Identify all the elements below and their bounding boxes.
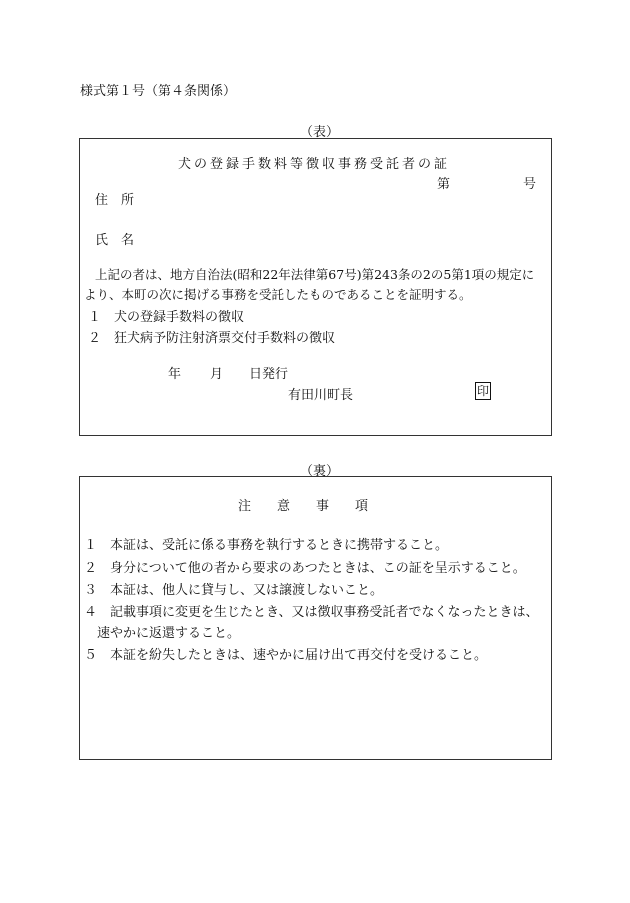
- certificate-number-suffix: 号: [523, 177, 537, 192]
- certificate-body-line-2: より、本町の次に掲げる事務を受託したものであることを証明する。: [84, 287, 472, 302]
- certificate-body-line-1: 上記の者は、地方自治法(昭和22年法律第67号)第243条の2の5第1項の規定に: [95, 267, 535, 282]
- certificate-title: 犬の登録手数料等徴収事務受託者の証: [178, 157, 451, 172]
- seal-box: 印: [476, 384, 489, 398]
- issuer-title: 有田川町長: [288, 388, 354, 403]
- front-side-label: （表）: [300, 125, 340, 140]
- name-label: 氏 名: [95, 233, 135, 248]
- note-item-1: １ 本証は、受託に係る事務を執行するときに携帯すること。: [84, 538, 449, 553]
- note-item-4: ４ 記載事項に変更を生じたとき、又は徴収事務受託者でなくなったときは、: [84, 605, 539, 620]
- back-notes-frame: [79, 476, 552, 760]
- back-side-label: （裏）: [300, 464, 340, 479]
- front-certificate-frame: [79, 138, 552, 436]
- issue-date-year: 年: [168, 367, 182, 382]
- certificate-number-prefix: 第: [437, 177, 451, 192]
- address-label: 住 所: [95, 193, 135, 208]
- note-item-5: ５ 本証を紛失したときは、速やかに届け出て再交付を受けること。: [84, 648, 488, 663]
- note-item-4-continued: 速やかに返還すること。: [84, 626, 241, 641]
- issue-date-month: 月: [210, 367, 224, 382]
- note-item-2: ２ 身分について他の者から要求のあつたときは、この証を呈示すること。: [84, 561, 526, 576]
- certificate-item-2: ２ 狂犬病予防注射済票交付手数料の徴収: [88, 331, 336, 346]
- note-item-3: ３ 本証は、他人に貸与し、又は譲渡しないこと。: [84, 583, 384, 598]
- form-number-label: 様式第１号（第４条関係）: [80, 84, 237, 99]
- certificate-item-1: １ 犬の登録手数料の徴収: [88, 310, 245, 325]
- issue-date-issued: 日発行: [249, 367, 289, 382]
- notes-heading: 注 意 事 項: [238, 499, 369, 514]
